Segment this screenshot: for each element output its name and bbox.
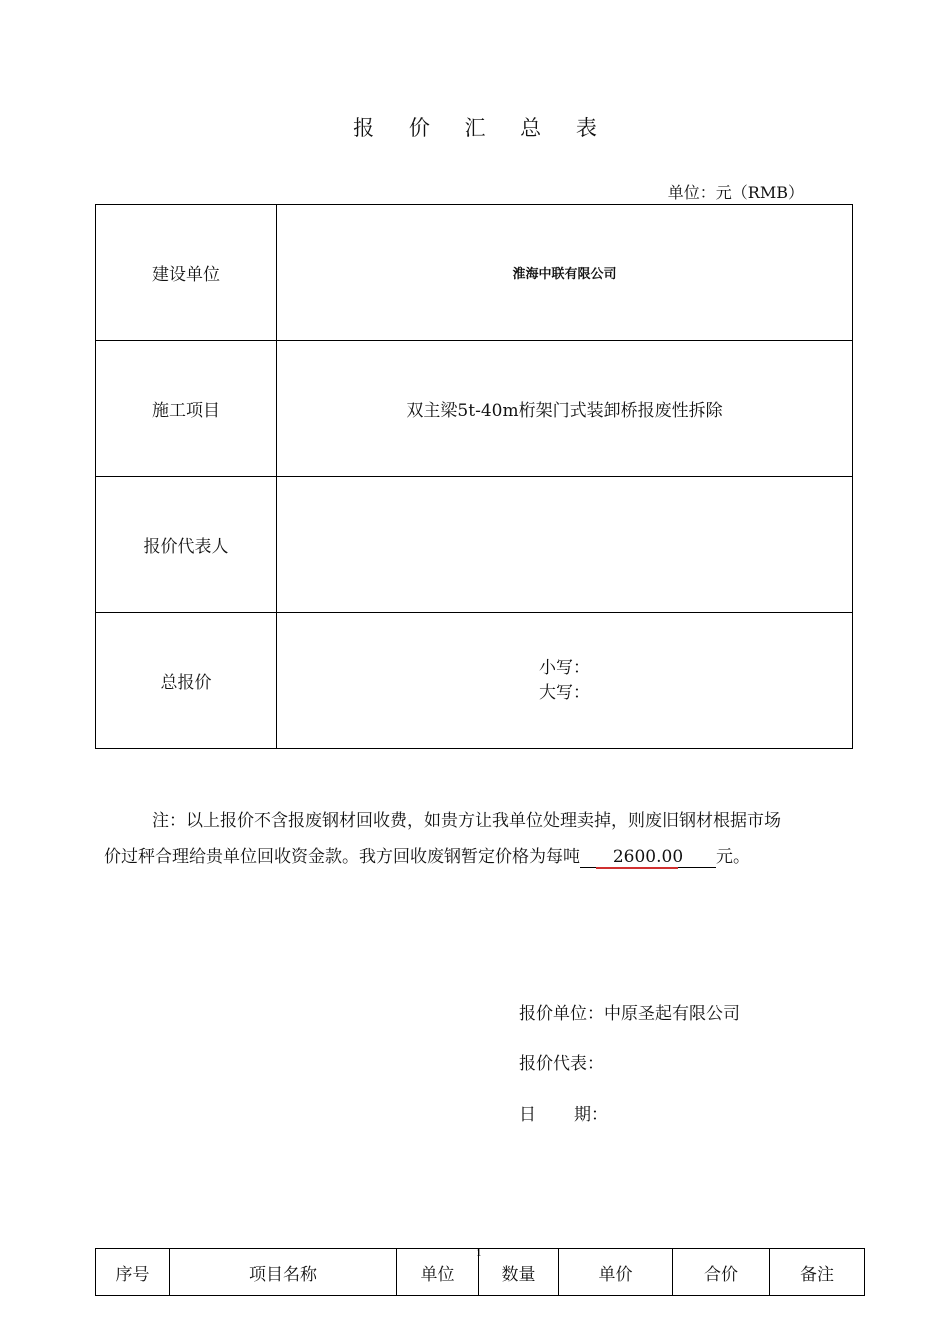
header-quantity: 数量 [479,1249,559,1296]
client-company-name: 淮海中联有限公司 [512,266,617,282]
document-title: 报 价 汇 总 表 [353,116,611,140]
total-price-value [277,613,853,749]
scrap-price-value: 2600.00 [612,847,684,867]
quoting-representative: 报价代表： [519,1054,604,1074]
construction-unit-label: 建设单位 [96,205,277,341]
page-number: 1 [476,1247,482,1259]
quote-representative-value [277,477,853,613]
total-price-label: 总报价 [96,613,277,749]
header-unit-price: 单价 [559,1249,673,1296]
price-lowercase-label: 小写： [539,657,590,678]
date-label-first: 日 [519,1105,536,1125]
total-price-lines [539,656,590,706]
header-unit: 单位 [397,1249,479,1296]
currency-unit: 单位：元（RMB） [667,183,804,202]
header-item-name: 项目名称 [170,1249,397,1296]
note-line-1: 注：以上报价不含报废钢材回收费，如贵方让我单位处理卖掉，则废旧钢材根据市场 [152,811,781,831]
project-value: 双主梁5t-40m桁架门式装卸桥报废性拆除 [277,341,853,477]
note-line-2-prefix: 价过秤合理给贵单位回收资金款。我方回收废钢暂定价格为每吨 [104,847,580,867]
spellcheck-underline [596,867,678,869]
header-remarks: 备注 [770,1249,865,1296]
note-line-2-suffix: 元。 [716,847,750,867]
table-row [96,477,853,613]
header-total: 合价 [673,1249,770,1296]
header-index: 序号 [96,1249,170,1296]
table-header-row [96,1249,865,1296]
item-table [95,1248,865,1296]
price-uppercase-label: 大写： [539,682,590,703]
date-label-second: 期： [574,1105,608,1125]
quote-date [519,1100,608,1125]
table-row [96,613,853,749]
table-row [96,205,853,341]
construction-unit-value [277,205,853,341]
note-line-2 [104,839,864,875]
quoting-company: 报价单位：中原圣起有限公司 [519,1004,740,1024]
project-label: 施工项目 [96,341,277,477]
summary-table [95,204,853,749]
scrap-price-field [580,847,716,868]
quote-representative-label: 报价代表人 [96,477,277,613]
note-paragraph [104,803,864,875]
table-row [96,341,853,477]
